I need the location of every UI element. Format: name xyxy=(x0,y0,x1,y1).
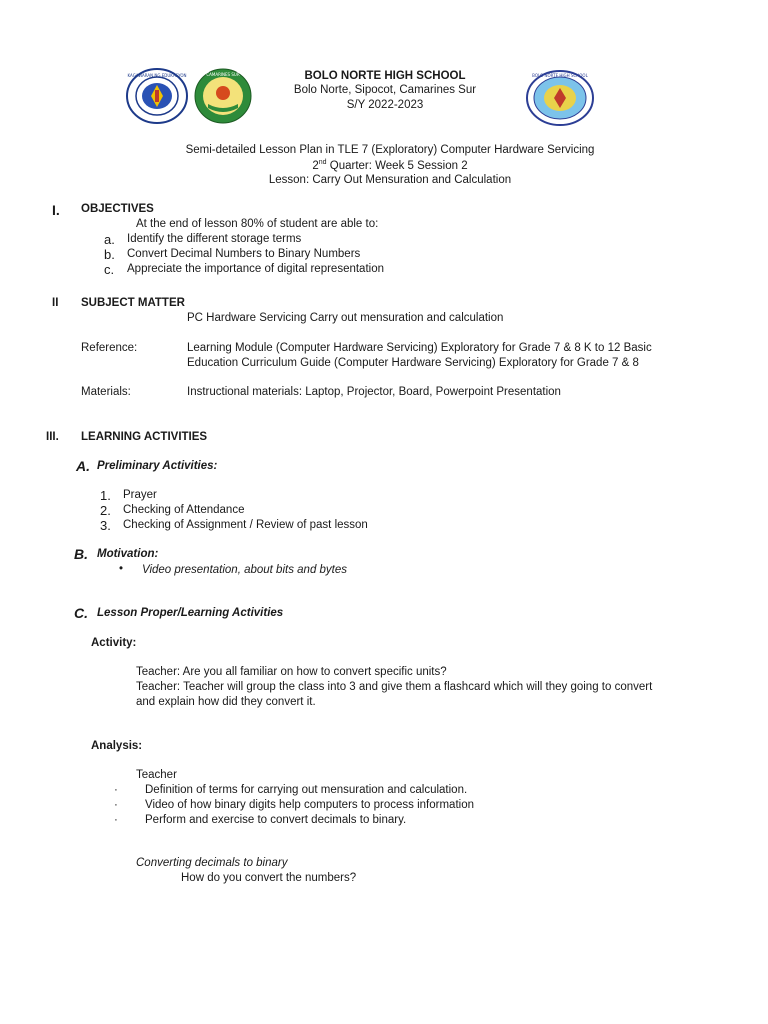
lesson-proper-title: Lesson Proper/Learning Activities xyxy=(97,607,284,619)
analysis-label: Analysis: xyxy=(91,740,143,752)
prelim-number: 3. xyxy=(100,518,111,533)
subsection-letter-c: C. xyxy=(74,605,88,621)
reference-line: Education Curriculum Guide (Computer Hardware Servicing) Exploratory for Grade 7 & 8 xyxy=(187,357,639,369)
reference-label: Reference: xyxy=(81,342,138,354)
objective-item: Identify the different storage terms xyxy=(127,233,302,245)
objective-letter: b. xyxy=(104,247,115,262)
objectives-heading: OBJECTIVES xyxy=(81,203,154,215)
quarter-suffix: nd xyxy=(318,159,327,166)
learning-activities-heading: LEARNING ACTIVITIES xyxy=(81,431,208,443)
svg-text:KAGAWARAN NG EDUKASYON: KAGAWARAN NG EDUKASYON xyxy=(127,73,187,78)
teacher-label: Teacher xyxy=(136,769,177,781)
activity-line: Teacher: Teacher will group the class into 3 and give them a flashcard which will they going to convert xyxy=(136,681,653,693)
section-number-iii: III. xyxy=(46,431,59,443)
analysis-bullet: · xyxy=(114,814,118,826)
section-number-ii: II xyxy=(52,297,59,309)
activity-label: Activity: xyxy=(91,637,137,649)
prelim-item: Prayer xyxy=(123,489,157,501)
motivation-title: Motivation: xyxy=(97,548,159,560)
school-name: BOLO NORTE HIGH SCHOOL xyxy=(304,70,466,82)
subsection-letter-b: B. xyxy=(74,546,88,562)
objective-letter: c. xyxy=(104,262,115,277)
analysis-item: Perform and exercise to convert decimals to binary. xyxy=(145,814,407,826)
objective-item: Appreciate the importance of digital representation xyxy=(127,263,384,275)
reference-line: Learning Module (Computer Hardware Servicing) Exploratory for Grade 7 & 8 K to 12 Basic xyxy=(187,342,652,354)
prelim-item: Checking of Attendance xyxy=(123,504,245,516)
analysis-bullet: · xyxy=(114,784,118,796)
quarter-number: 2 xyxy=(312,159,319,172)
subject-topic: PC Hardware Servicing Carry out mensuration and calculation xyxy=(187,312,504,324)
prelim-number: 1. xyxy=(100,488,111,503)
converting-title: Converting decimals to binary xyxy=(136,857,288,869)
motivation-bullet: • xyxy=(119,563,124,575)
prelim-item: Checking of Assignment / Review of past lesson xyxy=(123,519,368,531)
motivation-item: Video presentation, about bits and bytes xyxy=(142,564,348,576)
preliminary-activities-title: Preliminary Activities: xyxy=(97,460,218,472)
objective-letter: a. xyxy=(104,232,115,247)
activity-line: and explain how did they convert it. xyxy=(136,696,316,708)
school-address: Bolo Norte, Sipocot, Camarines Sur xyxy=(293,84,477,96)
analysis-item: Video of how binary digits help computers to process information xyxy=(145,799,474,811)
materials-text: Instructional materials: Laptop, Projector, Board, Powerpoint Presentation xyxy=(187,386,561,398)
materials-label: Materials: xyxy=(81,386,131,398)
converting-question: How do you convert the numbers? xyxy=(181,872,357,884)
analysis-bullet: · xyxy=(114,799,118,811)
section-number-i: I. xyxy=(52,202,60,218)
prelim-number: 2. xyxy=(100,503,111,518)
activity-line: Teacher: Are you all familiar on how to convert specific units? xyxy=(136,666,447,678)
school-year: S/Y 2022-2023 xyxy=(346,99,424,111)
subsection-letter-a: A. xyxy=(76,458,90,474)
lesson-title: Lesson: Carry Out Mensuration and Calculation xyxy=(268,174,512,186)
analysis-item: Definition of terms for carrying out mensuration and calculation. xyxy=(145,784,468,796)
objective-item: Convert Decimal Numbers to Binary Numbers xyxy=(127,248,361,260)
svg-text:CAMARINES SUR: CAMARINES SUR xyxy=(206,72,240,77)
objectives-intro: At the end of lesson 80% of student are able to: xyxy=(136,218,379,230)
svg-text:BOLO NORTE HIGH SCHOOL: BOLO NORTE HIGH SCHOOL xyxy=(532,73,588,78)
quarter-line xyxy=(100,159,680,172)
quarter-rest: Quarter: Week 5 Session 2 xyxy=(326,159,468,172)
deped-seal-logo xyxy=(126,68,188,124)
subject-matter-heading: SUBJECT MATTER xyxy=(81,297,185,309)
lesson-plan-title: Semi-detailed Lesson Plan in TLE 7 (Exploratory) Computer Hardware Servicing xyxy=(185,144,595,156)
